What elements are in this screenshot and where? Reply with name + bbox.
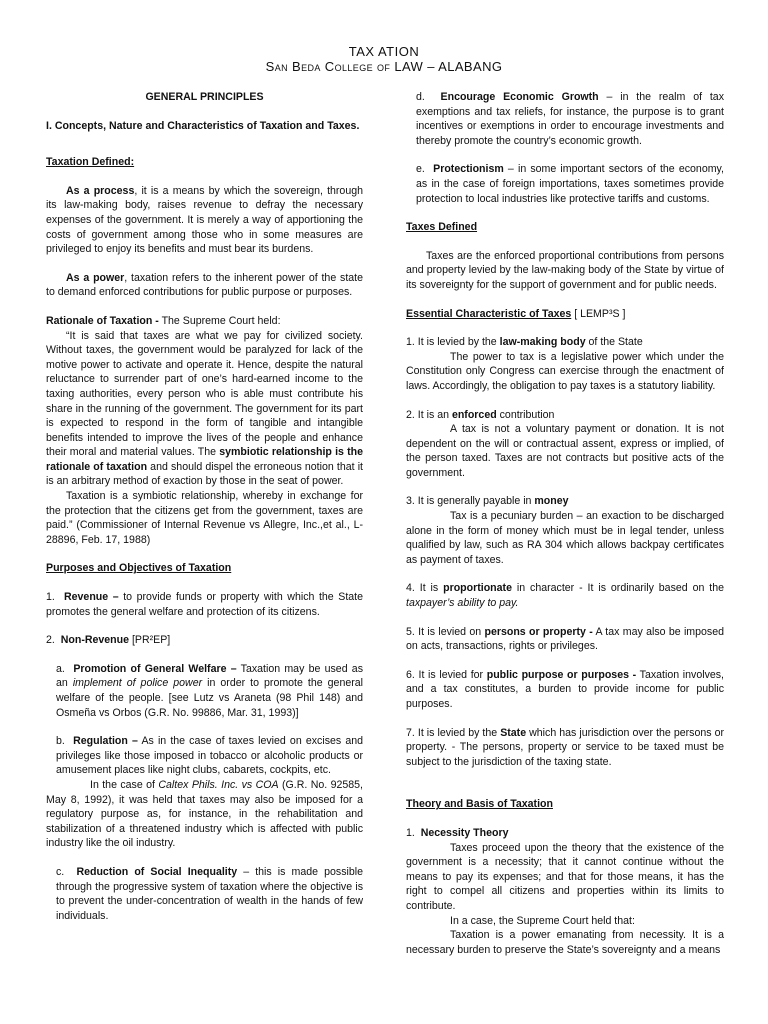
characteristic-2: 2. It is an enforced contribution: [406, 408, 555, 421]
regulation-item: b. Regulation – As in the case of taxes levied on excises and privileges like those imposed in tobacco or alcoholic products or amusement places like night clubs, cabarets, cockpits, etc.: [56, 735, 363, 777]
caltex-case: In the case of Caltex Phils. Inc. vs COA (G.R. No. 92585, May 8, 1992), it was held that taxes may also be imposed for a regulatory purpose as, for instance, in the rehabilitation and stabilization of a threatened industry which is affected with public industry like the oil industry.: [46, 778, 363, 850]
taxation-defined-heading: Taxation Defined:: [46, 156, 135, 169]
right-column: [406, 90, 724, 957]
revenue-item: 1. Revenue – to provide funds or property with which the State promotes the general welfare and protection of its citizens.: [46, 591, 364, 618]
page-header: [0, 44, 768, 74]
as-power-paragraph: As a power, taxation refers to the inherent power of the state to demand enforced contributions for public purpose or purposes.: [46, 271, 363, 299]
header-subtitle: San Beda College of LAW – ALABANG: [265, 59, 503, 74]
general-principles-heading: GENERAL PRINCIPLES: [145, 91, 264, 103]
left-column: [46, 90, 363, 937]
essential-characteristics-heading: Essential Characteristic of Taxes [ LEMP³S ]: [406, 307, 626, 320]
encourage-economic-growth: d. Encourage Economic Growth – in the realm of tax exemptions and tax reliefs, for instance, the purpose is to grant incentives or exemptions in order to encourage investments and thereby promote the country’s economic growth.: [416, 91, 724, 147]
necessity-quote: Taxation is a power emanating from necessity. It is a necessary burden to preserve the State’s sovereignty and a means: [406, 929, 724, 956]
promotion-general-welfare: a. Promotion of General Welfare – Taxation may be used as an implement of police power in order to promote the general welfare of the people. [see Lutz vs Araneta (98 Phil 148) and Osmeña vs Orbos (G.R. No. 99886, Mar. 31, 1993)]: [56, 662, 363, 719]
necessity-case-intro: In a case, the Supreme Court held that:: [450, 914, 635, 927]
characteristic-7: 7. It is levied by the State which has jurisdiction over the persons or property. - The persons, property or service to be taxed must be subject to the jurisdiction of the taxing state.: [406, 726, 724, 768]
necessity-theory-heading: 1. Necessity Theory: [406, 826, 509, 839]
reduction-social-inequality: c. Reduction of Social Inequality – this is made possible through the progressive system of taxation where the objective is to prevent the under-concentration of wealth in the hands of few individuals.: [56, 865, 363, 922]
section-i-heading: I. Concepts, Nature and Characteristics of Taxation and Taxes.: [46, 119, 360, 132]
taxes-defined-heading: Taxes Defined: [406, 221, 478, 234]
rationale-quote-continued: Taxation is a symbiotic relationship, whereby in exchange for the protection that the citizens get from the government, taxes are paid.” (Commissioner of Internal Revenue vs Allegre, Inc.,et al., L-28896, Feb. 17, 1988): [46, 490, 363, 546]
characteristic-1-body: The power to tax is a legislative power which under the Constitution only Congress can exercise through the enactment of laws. Accordingly, the obligation to pay taxes is a statutory liability.: [406, 350, 724, 392]
theory-basis-heading: Theory and Basis of Taxation: [406, 798, 553, 811]
characteristic-3-body: Tax is a pecuniary burden – an exaction to be discharged alone in the form of money which must be in legal tender, unless qualified by law, such as RA 304 which allows backpay certificates as payment of taxes.: [406, 510, 724, 566]
characteristic-5: 5. It is levied on persons or property - A tax may also be imposed on acts, transactions, rights or privileges.: [406, 625, 724, 653]
rationale-heading: Rationale of Taxation - The Supreme Court held:: [46, 314, 281, 327]
non-revenue-item: 2. Non-Revenue [PR²EP]: [46, 634, 171, 647]
characteristic-6: 6. It is levied for public purpose or purposes - Taxation involves, and a tax constitutes, a burden to provide income for public purposes.: [406, 668, 724, 710]
taxes-defined-paragraph: Taxes are the enforced proportional contributions from persons and property levied by the law-making body of the State by virtue of its sovereignty for the support of government and for public needs.: [406, 249, 724, 291]
purposes-heading: Purposes and Objectives of Taxation: [46, 562, 232, 575]
protectionism-item: e. Protectionism – in some important sectors of the economy, as in the case of foreign importations, taxes sometimes provide protection to local industries like protective tariffs and customs.: [416, 163, 724, 205]
header-title: TAX ATION: [348, 44, 420, 59]
characteristic-4: 4. It is proportionate in character - It is ordinarily based on the taxpayer’s ability to pay.: [406, 582, 724, 610]
characteristic-3: 3. It is generally payable in money: [406, 495, 569, 508]
characteristic-2-body: A tax is not a voluntary payment or donation. It is not dependent on the will or contractual assent, express or implied, of the person taxed. Taxes are not contracts but positive acts of the government.: [406, 423, 724, 479]
as-process-paragraph: As a process, it is a means by which the sovereign, through its law-making body, raises revenue to defray the necessary expenses of the government. It is merely a way of apportioning the costs of government among those who in some measures are privileged to enjoy its benefits and must bear its burdens.: [46, 184, 363, 256]
necessity-theory-body: Taxes proceed upon the theory that the existence of the government is a necessity; that it cannot continue without the means to pay its expenses; and that for those means, it has the right to compel all citizens and properties within its limits to contribute.: [406, 841, 724, 912]
characteristic-1: 1. It is levied by the law-making body of the State: [406, 336, 643, 349]
rationale-quote: “It is said that taxes are what we pay for civilized society. Without taxes, the government would be paralyzed for lack of the motive power to activate and operate it. Hence, despite the natural reluctance to surrender part of one’s hard-earned income to the taxing authorities, every person who is able must contribute his share in the running of the government. The government for its part is expected to respond in the form of tangible and intangible benefits intended to improve the lives of the people and enhance their moral and material values. The symbiotic relationship is the rationale of taxation and should dispel the erroneous notion that it is an arbitrary method of exaction by those in the seat of power.: [46, 329, 363, 488]
